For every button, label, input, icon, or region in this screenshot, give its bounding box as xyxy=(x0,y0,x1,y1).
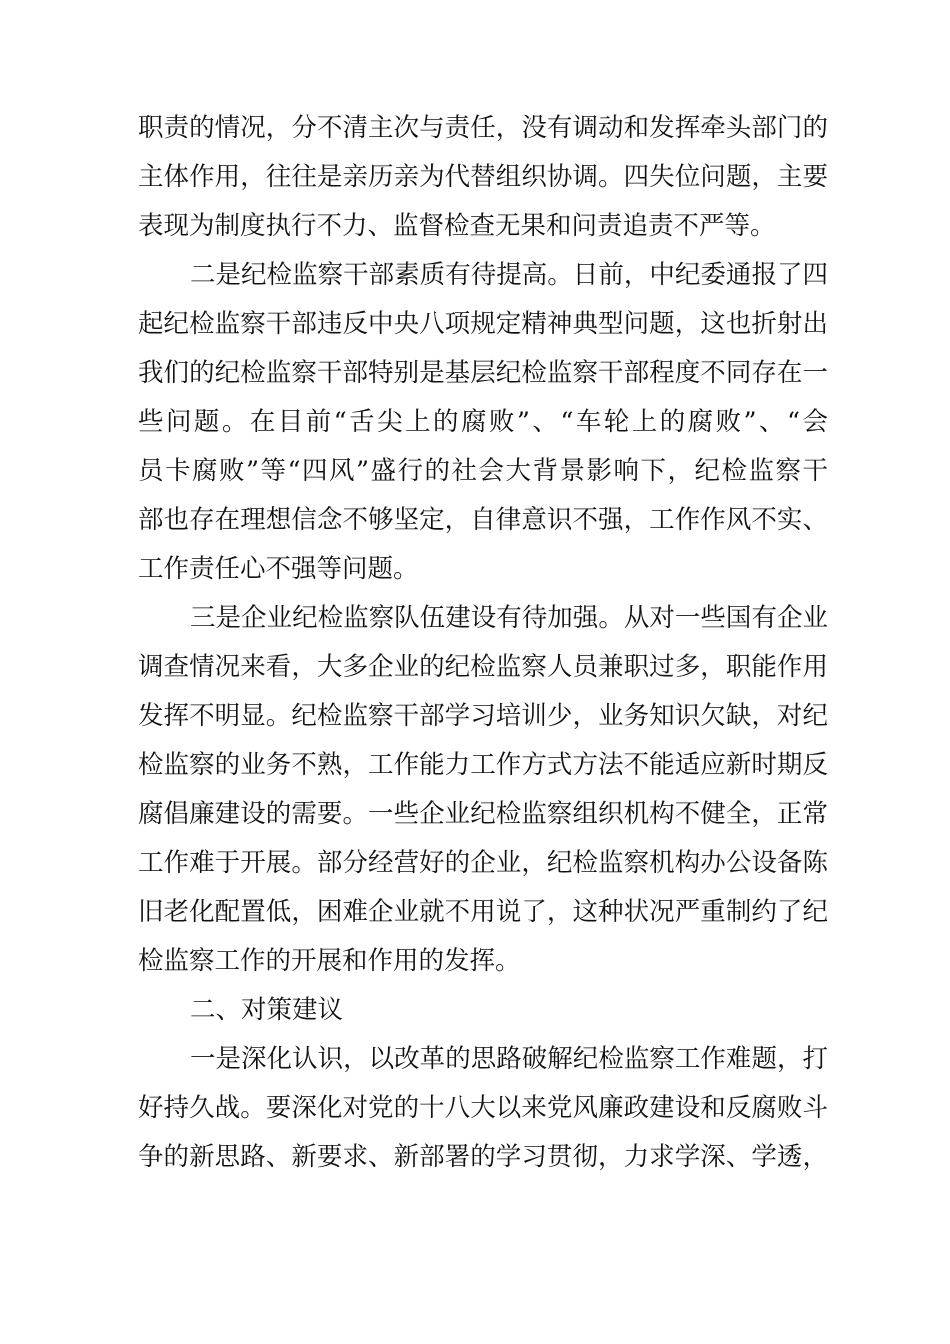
paragraph-first-line: 一是深化认识，以改革的思路破解纪检监察工作难题，打 xyxy=(190,1044,828,1074)
section-heading: 二、对策建议 xyxy=(190,995,344,1025)
text-line: 员卡腐败”等“四风”盛行的社会大背景影响下，纪检监察干 xyxy=(138,456,828,486)
text-line: 检监察工作的开展和作用的发挥。 xyxy=(138,946,521,976)
text-line: 腐倡廉建设的需要。一些企业纪检监察组织机构不健全，正常 xyxy=(138,799,828,829)
text-line: 起纪检监察干部违反中央八项规定精神典型问题，这也折射出 xyxy=(138,309,828,339)
text-line: 主体作用，往往是亲历亲为代替组织协调。四失位问题，主要 xyxy=(138,162,828,192)
text-line: 职责的情况，分不清主次与责任，没有调动和发挥牵头部门的 xyxy=(138,113,828,143)
text-line: 我们的纪检监察干部特别是基层纪检监察干部程度不同存在一 xyxy=(138,358,828,388)
text-line: 表现为制度执行不力、监督检查无果和问责追责不严等。 xyxy=(138,211,776,241)
text-line: 旧老化配置低，困难企业就不用说了，这种状况严重制约了纪 xyxy=(138,897,828,927)
text-line: 发挥不明显。纪检监察干部学习培训少，业务知识欠缺，对纪 xyxy=(138,701,828,731)
text-line: 部也存在理想信念不够坚定，自律意识不强，工作作风不实、 xyxy=(138,505,828,535)
document-body xyxy=(138,104,828,1182)
paragraph-first-line: 二是纪检监察干部素质有待提高。日前，中纪委通报了四 xyxy=(190,260,828,290)
text-line: 些问题。在目前“舌尖上的腐败”、“车轮上的腐败”、“会 xyxy=(138,407,828,437)
text-line: 好持久战。要深化对党的十八大以来党风廉政建设和反腐败斗 xyxy=(138,1093,828,1123)
text-line: 检监察的业务不熟，工作能力工作方式方法不能适应新时期反 xyxy=(138,750,828,780)
text-line: 调查情况来看，大多企业的纪检监察人员兼职过多，职能作用 xyxy=(138,652,828,682)
text-line: 工作难于开展。部分经营好的企业，纪检监察机构办公设备陈 xyxy=(138,848,828,878)
text-line: 工作责任心不强等问题。 xyxy=(138,554,419,584)
text-line: 争的新思路、新要求、新部署的学习贯彻，力求学深、学透， xyxy=(138,1142,828,1172)
paragraph-first-line: 三是企业纪检监察队伍建设有待加强。从对一些国有企业 xyxy=(190,603,828,633)
